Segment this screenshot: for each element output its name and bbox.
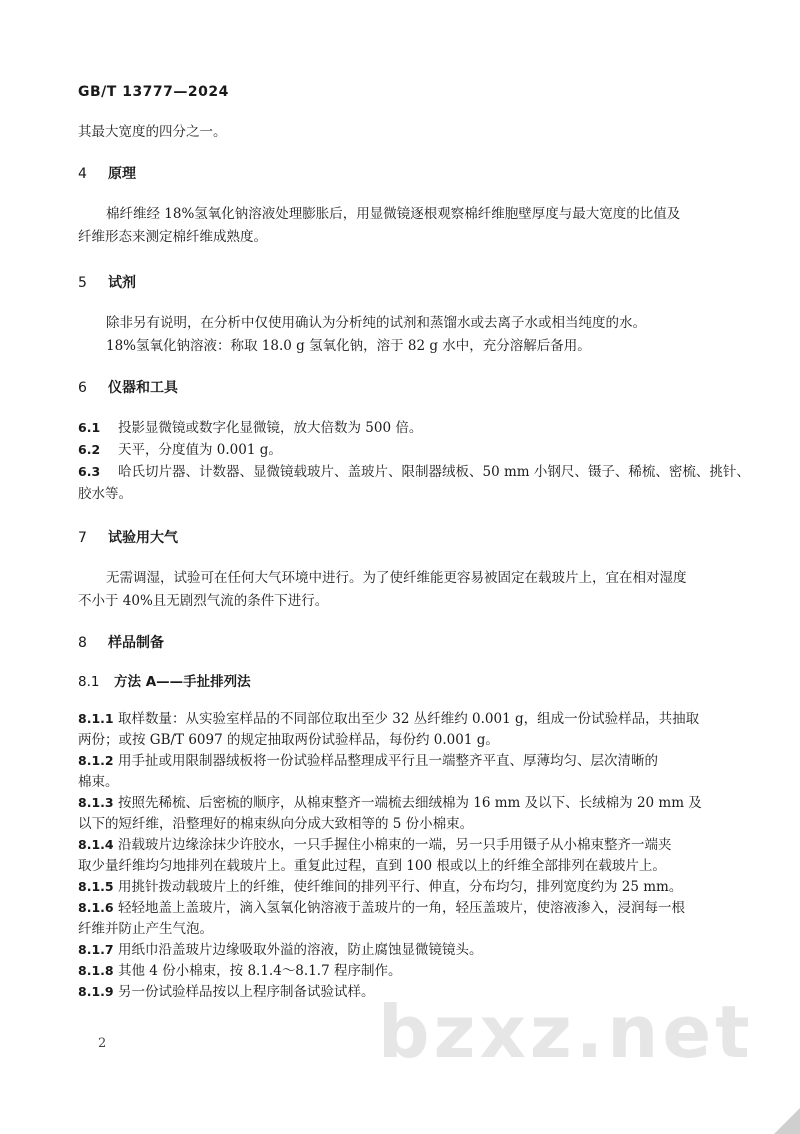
clause-8-1-5 bbox=[78, 877, 682, 897]
clause-text: 沿载玻片边缘涂抹少许胶水，一只手握住小棉束的一端，另一只手用镊子从小棉束整齐一端夹 bbox=[118, 837, 672, 853]
subsection-number: 8.1 bbox=[78, 674, 100, 690]
clause-number: 6.2 bbox=[78, 442, 101, 457]
clause-text: 用手扯或用限制器绒板将一份试验样品整理成平行且一端整齐平直、厚薄均匀、层次清晰的 bbox=[118, 753, 658, 769]
clause-6-1 bbox=[78, 418, 422, 438]
clause-continuation: 以下的短纤维，沿整理好的棉束纵向分成大致相等的 5 份小棉束。 bbox=[78, 816, 474, 832]
paragraph-line: 18%氢氧化钠溶液：称取 18.0 g 氢氧化钠，溶于 82 g 水中，充分溶解后备用。 bbox=[106, 338, 591, 354]
clause-text: 用挑针拨动载玻片上的纤维，使纤维间的排列平行、伸直，分布均匀，排列宽度约为 25 mm。 bbox=[118, 879, 683, 895]
section-number: 7 bbox=[78, 530, 87, 546]
subsection-title: 方法 A——手扯排列法 bbox=[114, 674, 251, 690]
clause-number: 8.1.6 bbox=[78, 900, 114, 915]
section-number: 4 bbox=[78, 166, 87, 182]
clause-8-1-6 bbox=[78, 898, 685, 918]
clause-number: 8.1.7 bbox=[78, 942, 114, 957]
clause-continuation: 取少量纤维均匀地排列在载玻片上。重复此过程，直到 100 根或以上的纤维全部排列在载玻片上。 bbox=[78, 858, 666, 874]
clause-number: 8.1.4 bbox=[78, 837, 114, 852]
clause-number: 6.3 bbox=[78, 464, 101, 479]
clause-6-3 bbox=[78, 462, 750, 482]
watermark: bzxz.net bbox=[378, 990, 754, 1074]
clause-8-1-2 bbox=[78, 751, 658, 771]
clause-text: 用纸巾沿盖玻片边缘吸取外溢的溶液，防止腐蚀显微镜镜头。 bbox=[118, 942, 483, 958]
clause-text: 按照先稀梳、后密梳的顺序，从棉束整齐一端梳去细绒棉为 16 mm 及以下、长绒棉为 20 mm 及 bbox=[118, 795, 702, 811]
section-8-heading bbox=[78, 632, 164, 652]
clause-continuation: 胶水等。 bbox=[78, 486, 132, 502]
section-number: 5 bbox=[78, 275, 87, 291]
page-fold-corner bbox=[774, 1108, 800, 1134]
standard-number: GB/T 13777—2024 bbox=[78, 84, 229, 100]
clause-text: 其他 4 份小棉束，按 8.1.4～8.1.7 程序制作。 bbox=[118, 963, 402, 979]
section-title: 试剂 bbox=[108, 275, 136, 291]
clause-text: 哈氏切片器、计数器、显微镜载玻片、盖玻片、限制器绒板、50 mm 小钢尺、镊子、稀梳、密梳、挑针、 bbox=[118, 464, 750, 480]
clause-number: 8.1.9 bbox=[78, 984, 114, 999]
clause-number: 8.1.5 bbox=[78, 879, 114, 894]
section-title: 原理 bbox=[108, 166, 136, 182]
section-7-heading bbox=[78, 527, 178, 547]
clause-8-1-7 bbox=[78, 940, 483, 960]
section-4-heading bbox=[78, 163, 136, 183]
subsection-8-1-heading bbox=[78, 670, 251, 690]
paragraph-line: 棉纤维经 18%氢氧化钠溶液处理膨胀后，用显微镜逐根观察棉纤维胞壁厚度与最大宽度的比值及 bbox=[106, 206, 681, 222]
section-title: 样品制备 bbox=[108, 635, 164, 651]
section-number: 8 bbox=[78, 635, 87, 651]
clause-continuation: 两份；或按 GB/T 6097 的规定抽取两份试验样品，每份约 0.001 g。 bbox=[78, 732, 499, 748]
section-title: 仪器和工具 bbox=[108, 380, 178, 396]
paragraph-line: 除非另有说明，在分析中仅使用确认为分析纯的试剂和蒸馏水或去离子水或相当纯度的水。 bbox=[106, 315, 646, 331]
paragraph-line: 纤维形态来测定棉纤维成熟度。 bbox=[78, 229, 267, 245]
clause-8-1-9 bbox=[78, 982, 375, 1002]
section-6-heading bbox=[78, 377, 178, 397]
clause-number: 8.1.8 bbox=[78, 963, 114, 978]
clause-text: 天平，分度值为 0.001 g。 bbox=[118, 442, 282, 458]
paragraph-line: 无需调湿，试验可在任何大气环境中进行。为了使纤维能更容易被固定在载玻片上，宜在相对湿度 bbox=[106, 570, 687, 586]
clause-number: 6.1 bbox=[78, 420, 101, 435]
clause-8-1-8 bbox=[78, 961, 401, 981]
clause-number: 8.1.3 bbox=[78, 795, 114, 810]
clause-continuation: 纤维并防止产生气泡。 bbox=[78, 921, 213, 937]
section-title: 试验用大气 bbox=[108, 530, 178, 546]
paragraph-line: 不小于 40%且无剧烈气流的条件下进行。 bbox=[78, 593, 329, 609]
section-number: 6 bbox=[78, 380, 87, 396]
clause-text: 投影显微镜或数字化显微镜，放大倍数为 500 倍。 bbox=[118, 420, 423, 436]
clause-text: 轻轻地盖上盖玻片，滴入氢氧化钠溶液于盖玻片的一角，轻压盖玻片，使溶液渗入，浸润每一根 bbox=[118, 900, 685, 916]
page-number: 2 bbox=[98, 1036, 107, 1051]
clause-number: 8.1.2 bbox=[78, 753, 114, 768]
clause-8-1-4 bbox=[78, 835, 672, 855]
clause-continuation: 棉束。 bbox=[78, 774, 119, 790]
clause-text: 另一份试验样品按以上程序制备试验试样。 bbox=[118, 984, 375, 1000]
clause-6-2 bbox=[78, 440, 282, 460]
clause-8-1-3 bbox=[78, 793, 702, 813]
section-5-heading bbox=[78, 272, 136, 292]
clause-text: 取样数量：从实验室样品的不同部位取出至少 32 丛纤维约 0.001 g，组成一份试验样品，共抽取 bbox=[118, 711, 700, 727]
clause-8-1-1 bbox=[78, 709, 699, 729]
clause-number: 8.1.1 bbox=[78, 711, 114, 726]
intro-line: 其最大宽度的四分之一。 bbox=[78, 124, 227, 140]
